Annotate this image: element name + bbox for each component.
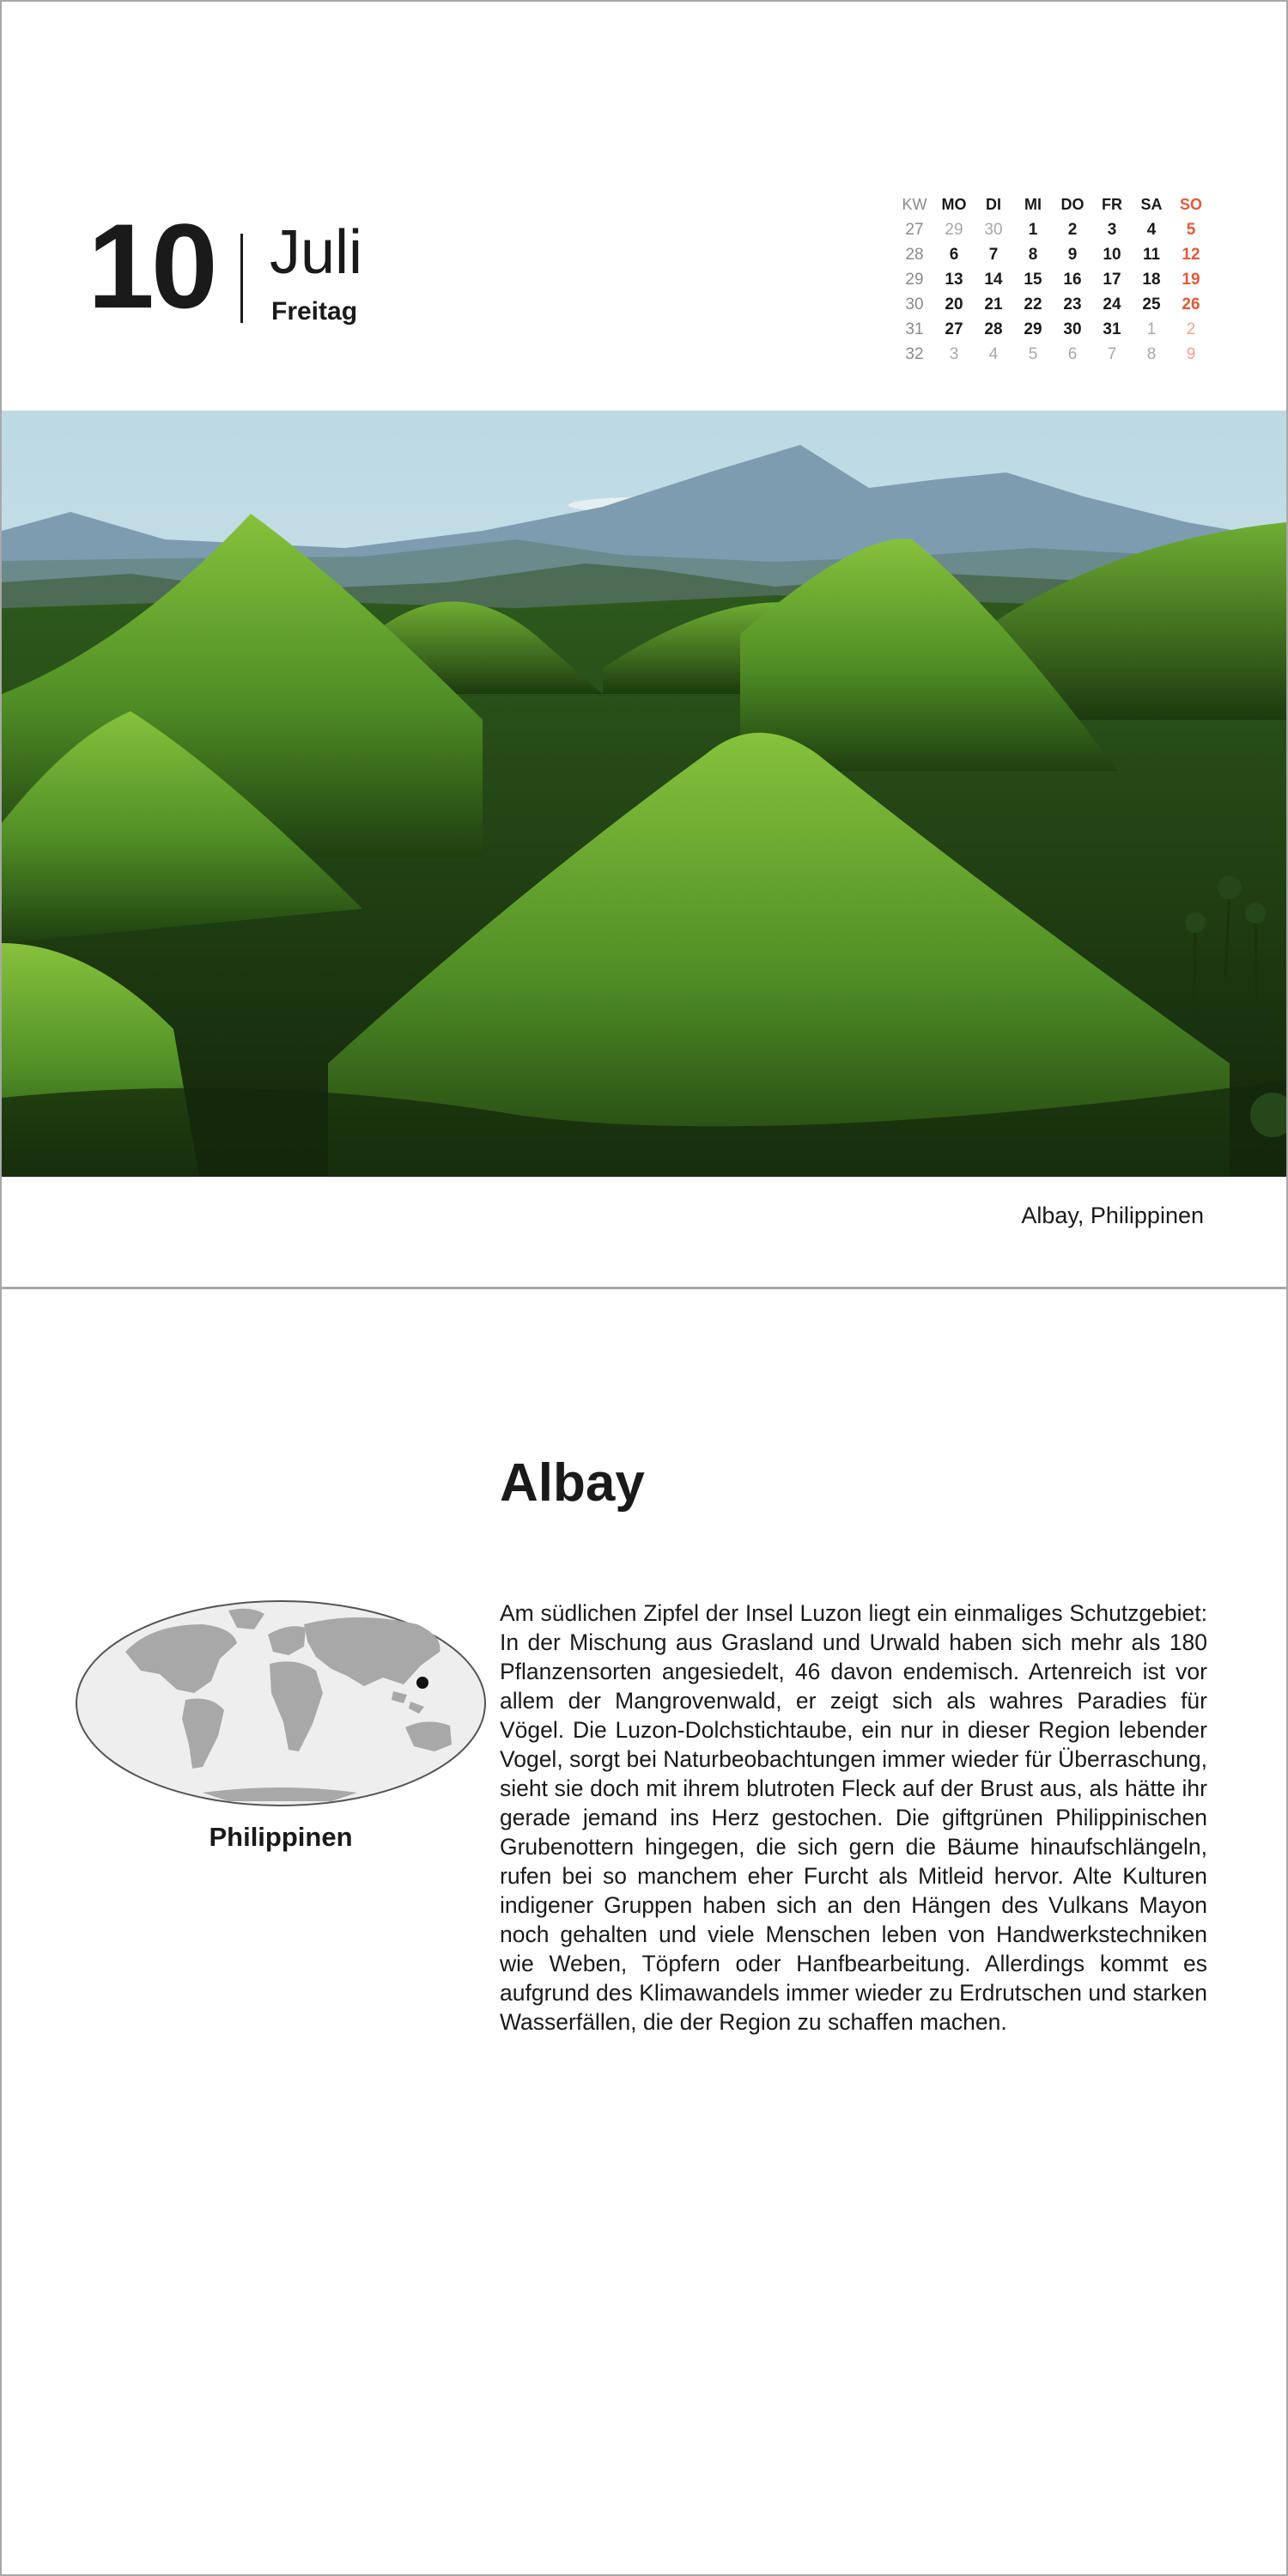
calendar-day: 27 bbox=[945, 320, 963, 338]
month-name: Juli bbox=[270, 218, 363, 287]
mini-calendar bbox=[895, 192, 1211, 367]
calendar-day: 17 bbox=[1103, 270, 1121, 289]
calendar-day: 31 bbox=[1103, 320, 1121, 338]
article-title: Albay bbox=[500, 1453, 645, 1513]
date-divider bbox=[240, 234, 243, 323]
calendar-week-row bbox=[895, 292, 1211, 317]
article-page bbox=[0, 1288, 1288, 2576]
map-label: Philippinen bbox=[209, 1822, 353, 1852]
weekday: Freitag bbox=[271, 297, 358, 326]
calendar-day: 8 bbox=[1028, 245, 1038, 264]
calendar-week-number: 31 bbox=[905, 320, 924, 338]
calendar-day-sunday: 5 bbox=[1186, 220, 1196, 239]
calendar-week-row bbox=[895, 342, 1211, 367]
calendar-header-di: DI bbox=[986, 196, 1001, 213]
calendar-header-mo: MO bbox=[941, 196, 967, 213]
location-marker-icon bbox=[416, 1677, 428, 1689]
calendar-week-row bbox=[895, 317, 1211, 342]
photo-caption: Albay, Philippinen bbox=[1021, 1203, 1204, 1228]
calendar-day: 2 bbox=[1067, 220, 1078, 239]
calendar-day: 29 bbox=[1024, 320, 1042, 338]
calendar-day-sunday: 12 bbox=[1182, 245, 1200, 264]
article-body: Am südlichen Zipfel der Insel Luzon liegt ein einmaliges Schutzgebiet: In der Mischung aus Grasland und Urwald haben sich mehr als 180 Pflanzensorten angesiedelt, 46 davon endemisch. Artenreich ist vor allem der Mangrovenwald, er zeigt sich als wahres Paradies für Vögel. Die Luzon-Dolchstichtaube, ein nur in dieser Region lebender Vogel, sorgt bei Naturbeobachtungen immer wieder für Überraschung, sieht sie doch mit ihrem blutroten Fleck auf der Brust aus, als hätte ihr gerade jemand ins Herz gestochen. Die giftgrünen Philippinischen Grubenottern hingegen, die sich gern die Bäume hinaufschlängeln, rufen bei so manchem eher Furcht als Mitleid hervor. Alte Kulturen indigener Gruppen haben sich an den Hängen des Vulkans Mayon noch gehalten und viele Menschen leben von Handwerkstechniken wie Weben, Töpfern oder Hanfbearbeitung. Allerdings kommt es aufgrund des Klimawandels immer wieder zu Erdrutschen und starken Wasserfällen, die der Region zu schaffen machen. bbox=[500, 1600, 1207, 2035]
calendar-day: 30 bbox=[1063, 320, 1082, 338]
mini-calendar-header bbox=[895, 192, 1211, 217]
calendar-week-row bbox=[895, 217, 1211, 242]
calendar-day: 28 bbox=[984, 320, 1003, 338]
calendar-day: 14 bbox=[984, 270, 1003, 289]
calendar-day: 6 bbox=[949, 245, 959, 264]
calendar-day: 25 bbox=[1142, 295, 1161, 314]
calendar-day: 9 bbox=[1067, 245, 1078, 264]
calendar-week-number: 32 bbox=[905, 344, 924, 363]
calendar-day: 18 bbox=[1142, 270, 1161, 289]
calendar-week-number: 27 bbox=[905, 220, 924, 239]
calendar-day: 3 bbox=[1107, 220, 1117, 239]
world-map-icon bbox=[74, 1599, 488, 1808]
calendar-day: 30 bbox=[984, 220, 1003, 239]
calendar-day: 3 bbox=[949, 344, 959, 363]
calendar-week-row bbox=[895, 267, 1211, 292]
calendar-day: 29 bbox=[945, 220, 963, 239]
calendar-day: 24 bbox=[1103, 295, 1121, 314]
calendar-header-sa: SA bbox=[1140, 196, 1163, 213]
landscape-photo bbox=[2, 411, 1286, 1177]
calendar-day: 4 bbox=[988, 344, 999, 363]
calendar-day: 15 bbox=[1024, 270, 1042, 289]
calendar-day: 22 bbox=[1024, 295, 1042, 314]
calendar-day-sunday: 19 bbox=[1182, 270, 1200, 289]
calendar-day: 7 bbox=[988, 245, 999, 264]
calendar-day-sunday: 9 bbox=[1186, 344, 1196, 363]
calendar-week-number: 29 bbox=[905, 270, 924, 289]
calendar-day-sunday: 26 bbox=[1182, 295, 1200, 314]
calendar-day: 20 bbox=[945, 295, 963, 314]
calendar-day: 5 bbox=[1028, 344, 1038, 363]
calendar-header-fr: FR bbox=[1102, 196, 1122, 213]
calendar-week-number: 30 bbox=[905, 295, 924, 314]
calendar-day: 6 bbox=[1067, 344, 1078, 363]
calendar-day: 4 bbox=[1146, 220, 1157, 239]
calendar-day: 23 bbox=[1063, 295, 1082, 314]
calendar-week-row bbox=[895, 242, 1211, 267]
calendar-day: 1 bbox=[1028, 220, 1038, 239]
calendar-day: 11 bbox=[1142, 245, 1161, 264]
calendar-header-mi: MI bbox=[1024, 196, 1042, 213]
calendar-day: 7 bbox=[1107, 344, 1117, 363]
calendar-day-sunday: 2 bbox=[1186, 320, 1196, 338]
calendar-day: 13 bbox=[945, 270, 963, 289]
day-number: 10 bbox=[88, 198, 215, 333]
calendar-header-do: DO bbox=[1060, 196, 1084, 213]
calendar-day: 10 bbox=[1103, 245, 1121, 264]
calendar-day: 16 bbox=[1063, 270, 1082, 289]
calendar-header-kw: KW bbox=[902, 196, 927, 213]
calendar-day: 21 bbox=[984, 295, 1003, 314]
calendar-header-so: SO bbox=[1179, 196, 1202, 213]
calendar-day: 8 bbox=[1146, 344, 1157, 363]
calendar-week-number: 28 bbox=[905, 245, 924, 264]
calendar-day: 1 bbox=[1146, 320, 1157, 338]
